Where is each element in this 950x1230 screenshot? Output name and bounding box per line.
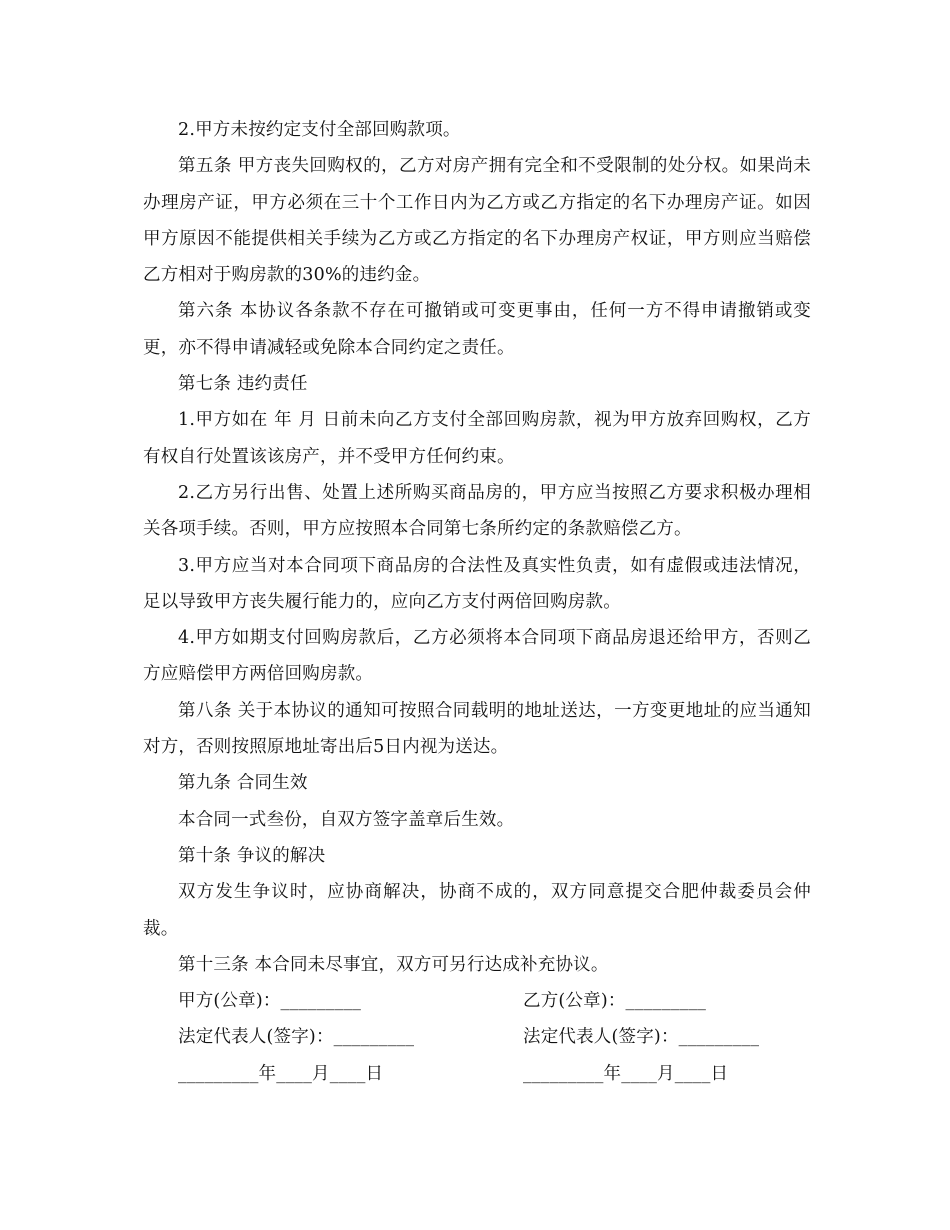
clause-5: 第五条 甲方丧失回购权的，乙方对房产拥有完全和不受限制的处分权。如果尚未办理房产证，甲方必须在三十个工作日内为乙方或乙方指定的名下办理房产证。如因甲方原因不能提供相关手续为乙方或乙方指定的名下办理房产权证，甲方则应当赔偿乙方相对于购房款的30%的违约金。: [143, 156, 811, 286]
party-a-seal-field: 甲方(公章)：_________: [178, 991, 362, 1012]
party-a-date-field: _________年____月____日: [178, 1063, 384, 1084]
clause-13: 第十三条 本合同未尽事宜，双方可另行达成补充协议。: [178, 954, 609, 975]
clause-10-heading: 第十条 争议的解决: [178, 845, 326, 866]
party-b-seal-field: 乙方(公章)：_________: [523, 991, 707, 1012]
clause-10-text: 双方发生争议时，应协商解决，协商不成的，双方同意提交合肥仲裁委员会仲裁。: [143, 882, 811, 939]
signature-rep-row: [143, 1019, 811, 1055]
clause-9-heading: 第九条 合同生效: [178, 773, 308, 794]
signature-date-row: [143, 1056, 811, 1092]
clause-text: 2.甲方未按约定支付全部回购款项。: [178, 120, 461, 140]
party-a-rep-field: 法定代表人(签字)：_________: [178, 1027, 415, 1048]
clause-6: 第六条 本协议各条款不存在可撤销或可变更事由，任何一方不得申请撤销或变更，亦不得申请减轻或免除本合同约定之责任。: [143, 301, 811, 358]
clause-7-heading: 第七条 违约责任: [178, 374, 308, 395]
party-b-date-field: _________年____月____日: [523, 1063, 729, 1084]
document-body: [143, 112, 811, 1092]
clause-7-item-2: 2.乙方另行出售、处置上述所购买商品房的，甲方应当按照乙方要求积极办理相关各项手续。否则，甲方应按照本合同第七条所约定的条款赔偿乙方。: [143, 482, 811, 540]
clause-9-text: 本合同一式叁份，自双方签字盖章后生效。: [178, 809, 515, 830]
clause-7-item-1: 1.甲方如在 年 月 日前未向乙方支付全部回购房款，视为甲方放弃回购权，乙方有权自行处置该该房产，并不受甲方任何约束。: [143, 410, 811, 467]
clause-8: 第八条 关于本协议的通知可按照合同载明的地址送达，一方变更地址的应当通知对方，否则按照原地址寄出后5日内视为送达。: [143, 700, 811, 758]
signature-seal-row: [143, 983, 811, 1019]
party-b-rep-field: 法定代表人(签字)：_________: [523, 1027, 760, 1048]
clause-7-item-4: 4.甲方如期支付回购房款后，乙方必须将本合同项下商品房退还给甲方，否则乙方应赔偿甲方两倍回购房款。: [143, 628, 811, 685]
clause-7-item-3: 3.甲方应当对本合同项下商品房的合法性及真实性负责，如有虚假或违法情况，足以导致甲方丧失履行能力的，应向乙方支付两倍回购房款。: [143, 555, 811, 612]
